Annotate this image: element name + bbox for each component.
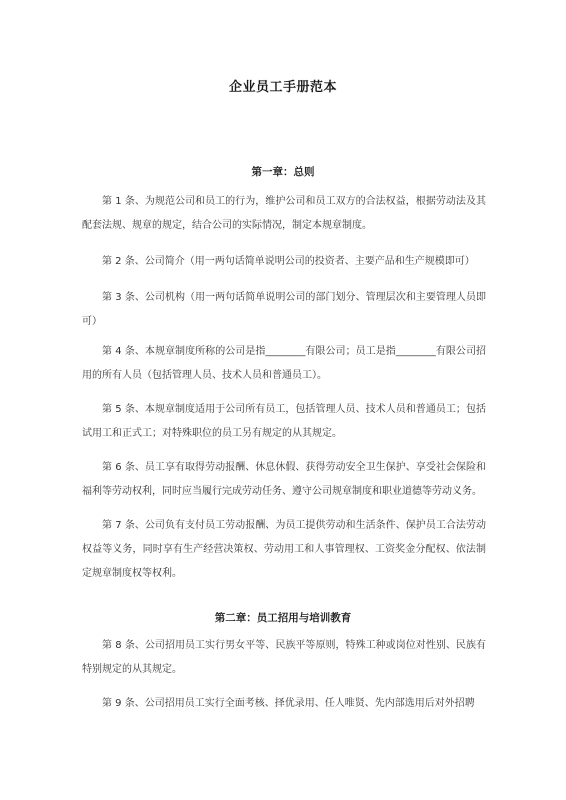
chapter-2-heading: 第二章：员工招用与培训教育 — [214, 612, 352, 624]
article-8: 第 8 条、公司招用员工实行男女平等、民族平等原则，特殊工种或岗位对性别、民族有特别规定的从其规定。 — [82, 640, 486, 675]
article-7: 第 7 条、公司负有支付员工劳动报酬、为员工提供劳动和生活条件、保护员工合法劳动权益等义务，同时享有生产经营决策权、劳动用工和人事管理权、工资奖金分配权、依法制定规章制度权等权利。 — [82, 520, 486, 579]
article-3: 第 3 条、公司机构（用一两句话简单说明公司的部门划分、管理层次和主要管理人员即可） — [82, 292, 486, 327]
chapter-1-heading: 第一章：总则 — [251, 166, 315, 178]
document-title: 企业员工手册范本 — [228, 80, 337, 95]
article-2: 第 2 条、公司简介（用一两句话简单说明公司的投资者、主要产品和生产规模即可） — [102, 256, 475, 267]
article-5: 第 5 条、本规章制度适用于公司所有员工，包括管理人员、技术人员和普通员工；包括试用工和正式工；对特殊职位的员工另有规定的从其规定。 — [82, 404, 486, 439]
article-6: 第 6 条、员工享有取得劳动报酬、休息休假、获得劳动安全卫生保护、享受社会保险和福利等劳动权利，同时应当履行完成劳动任务、遵守公司规章制度和职业道德等劳动义务。 — [82, 462, 486, 497]
article-1: 第 1 条、为规范公司和员工的行为，维护公司和员工双方的合法权益，根据劳动法及其配套法规、规章的规定，结合公司的实际情况，制定本规章制度。 — [82, 196, 486, 231]
article-4: 第 4 条、本规章制度所称的公司是指________有限公司；员工是指________有限公司招用的所有人员（包括管理人员、技术人员和普通员工）。 — [82, 346, 486, 381]
article-9: 第 9 条、公司招用员工实行全面考核、择优录用、任人唯贤、先内部选用后对外招聘 — [102, 698, 475, 709]
